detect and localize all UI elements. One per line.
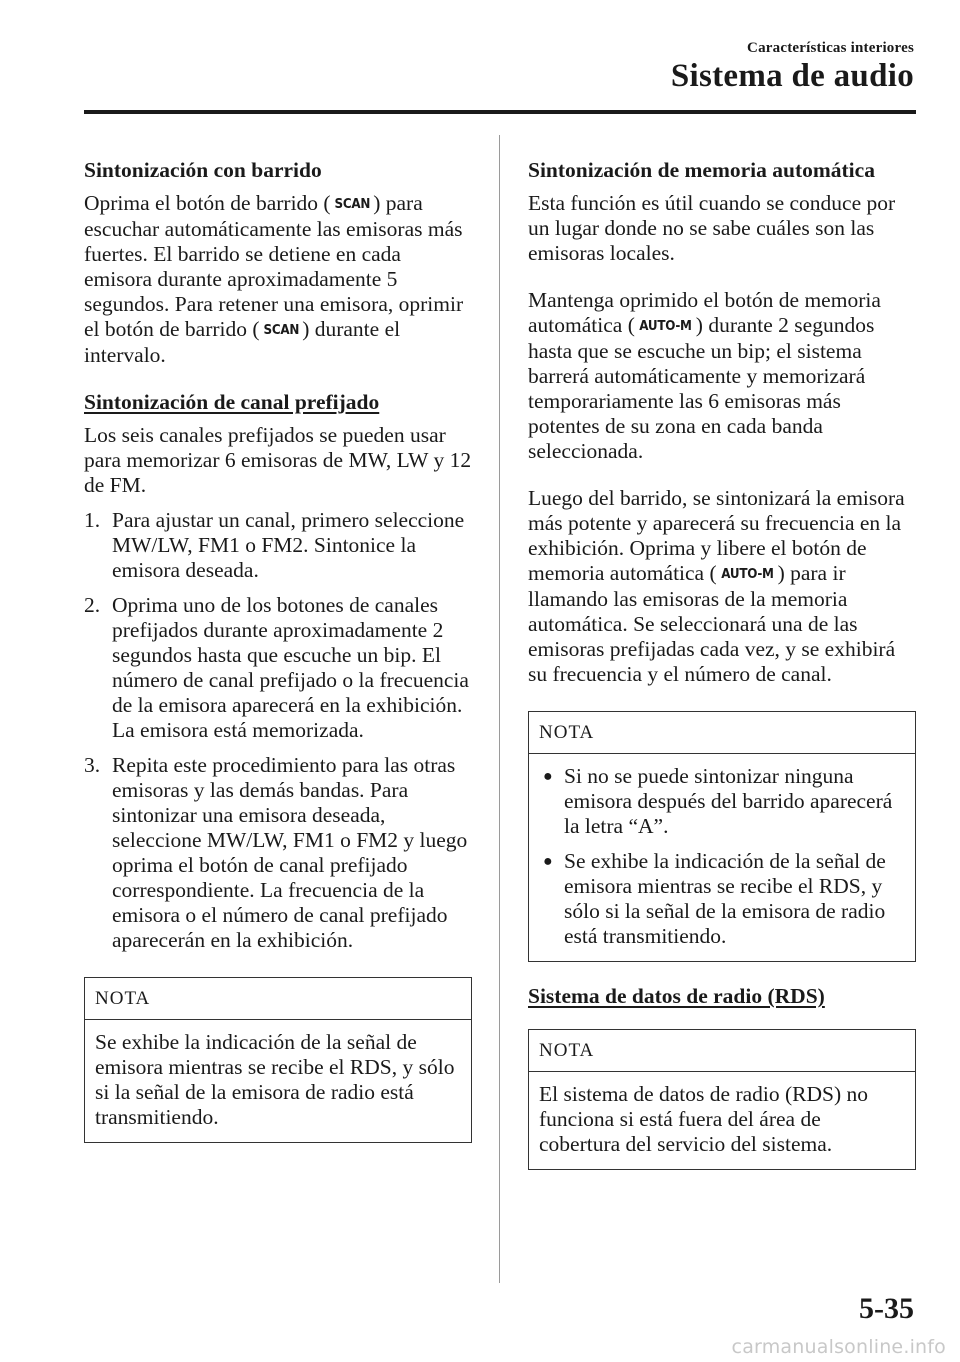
right-column bbox=[528, 158, 916, 1170]
step-text: Para ajustar un canal, primero seleccione MW/LW, FM1 o FM2. Sintonice la emisora deseada. bbox=[112, 508, 465, 582]
list-item bbox=[539, 849, 905, 949]
rds-heading: Sistema de datos de radio (RDS) bbox=[528, 984, 825, 1008]
list-item bbox=[539, 764, 905, 839]
auto-text-d: ) para ir llamando las emisoras de la memoria automática. Se seleccionará una de las emisoras prefijadas cada vez, y se exhibirá su frecuencia y el número de canal. bbox=[528, 561, 896, 686]
note-label: NOTA bbox=[85, 978, 471, 1020]
auto-m-button-icon: AUTO-M bbox=[720, 567, 774, 582]
step-number: 2. bbox=[84, 593, 101, 617]
scan-button-icon: SCAN bbox=[263, 323, 299, 338]
preset-steps bbox=[84, 508, 472, 953]
chapter-title: Sistema de audio bbox=[670, 58, 914, 94]
auto-text-b: ) durante 2 segundos hasta que se escuche un bip; el sistema barrerá automáticamente y memorizará temporariamente las 6 emisoras más potentes de su zona en cada banda seleccionada. bbox=[528, 313, 875, 463]
note-label: NOTA bbox=[529, 1030, 915, 1072]
column-divider bbox=[499, 135, 500, 1283]
left-column bbox=[84, 158, 472, 1143]
scan-text-b: ) para escuchar automáticamente las emisoras más fuertes. El barrido se detiene en cada emisora durante aproximadamente 5 segundos. Para retener una emisora, oprimir el botón de barrido ( bbox=[84, 191, 464, 341]
bullet-icon: ● bbox=[543, 853, 553, 870]
auto-text-a: Mantenga oprimido el botón de memoria automática ( bbox=[528, 288, 881, 337]
note-text: El sistema de datos de radio (RDS) no funciona si está fuera del área de cobertura del servicio del sistema. bbox=[539, 1082, 869, 1156]
list-item bbox=[84, 593, 472, 743]
step-text: Repita este procedimiento para las otras emisoras y las demás bandas. Para sintonizar una emisora deseada, seleccione MW/LW, FM1 o FM2 y luego oprima el botón de canal prefijado correspondiente. La frecuencia de la emisora o el número de canal prefijado aparecerán en la exhibición. bbox=[112, 753, 468, 952]
bullet-icon: ● bbox=[543, 768, 553, 785]
note-label: NOTA bbox=[529, 712, 915, 754]
note-item-text: Se exhibe la indicación de la señal de emisora mientras se recibe el RDS, y sólo si la señal de la emisora de radio está transmitiendo. bbox=[564, 849, 886, 948]
auto-paragraph-1: Esta función es útil cuando se conduce por un lugar donde no se sabe cuáles son las emisoras locales. bbox=[528, 191, 896, 265]
step-number: 1. bbox=[84, 508, 101, 532]
auto-m-button-icon: AUTO-M bbox=[639, 319, 692, 334]
note-text: Se exhibe la indicación de la señal de emisora mientras se recibe el RDS, y sólo si la señal de la emisora de radio está transmitiendo. bbox=[95, 1030, 455, 1129]
auto-text-c: Luego del barrido, se sintonizará la emisora más potente y aparecerá su frecuencia en la exhibición. Oprima y libere el botón de memoria automática ( bbox=[528, 486, 905, 585]
auto-paragraph-3 bbox=[528, 486, 916, 687]
note-item-text: Si no se puede sintonizar ninguna emisora después del barrido aparecerá la letra “A”. bbox=[564, 764, 893, 838]
scan-text-c: ) durante el intervalo. bbox=[84, 317, 401, 367]
step-text: Oprima uno de los botones de canales prefijados durante aproximadamente 2 segundos hasta que escuche un bip. El número de canal prefijado o la frecuencia de la emisora aparecerá en la exhibición. La emisora está memorizada. bbox=[112, 593, 469, 742]
page-number: 5-35 bbox=[859, 1292, 914, 1325]
note-body bbox=[529, 754, 915, 961]
note-box bbox=[528, 1029, 916, 1170]
preset-heading: Sintonización de canal prefijado bbox=[84, 390, 380, 414]
list-item bbox=[84, 508, 472, 583]
scan-heading: Sintonización con barrido bbox=[84, 158, 322, 182]
header-rule bbox=[84, 110, 916, 114]
scan-button-icon: SCAN bbox=[334, 197, 370, 212]
section-label: Características interiores bbox=[747, 40, 914, 56]
scan-paragraph bbox=[84, 191, 472, 368]
step-number: 3. bbox=[84, 753, 101, 777]
auto-paragraph-2 bbox=[528, 288, 916, 464]
note-box bbox=[84, 977, 472, 1143]
auto-memory-heading: Sintonización de memoria automática bbox=[528, 158, 875, 182]
preset-intro: Los seis canales prefijados se pueden usar para memorizar 6 emisoras de MW, LW y 12 de FM. bbox=[84, 423, 472, 497]
scan-text-a: Oprima el botón de barrido ( bbox=[84, 191, 331, 215]
watermark: carmanualsonline.info bbox=[731, 1336, 946, 1358]
note-box bbox=[528, 711, 916, 962]
list-item bbox=[84, 753, 472, 953]
note-list bbox=[539, 764, 905, 949]
